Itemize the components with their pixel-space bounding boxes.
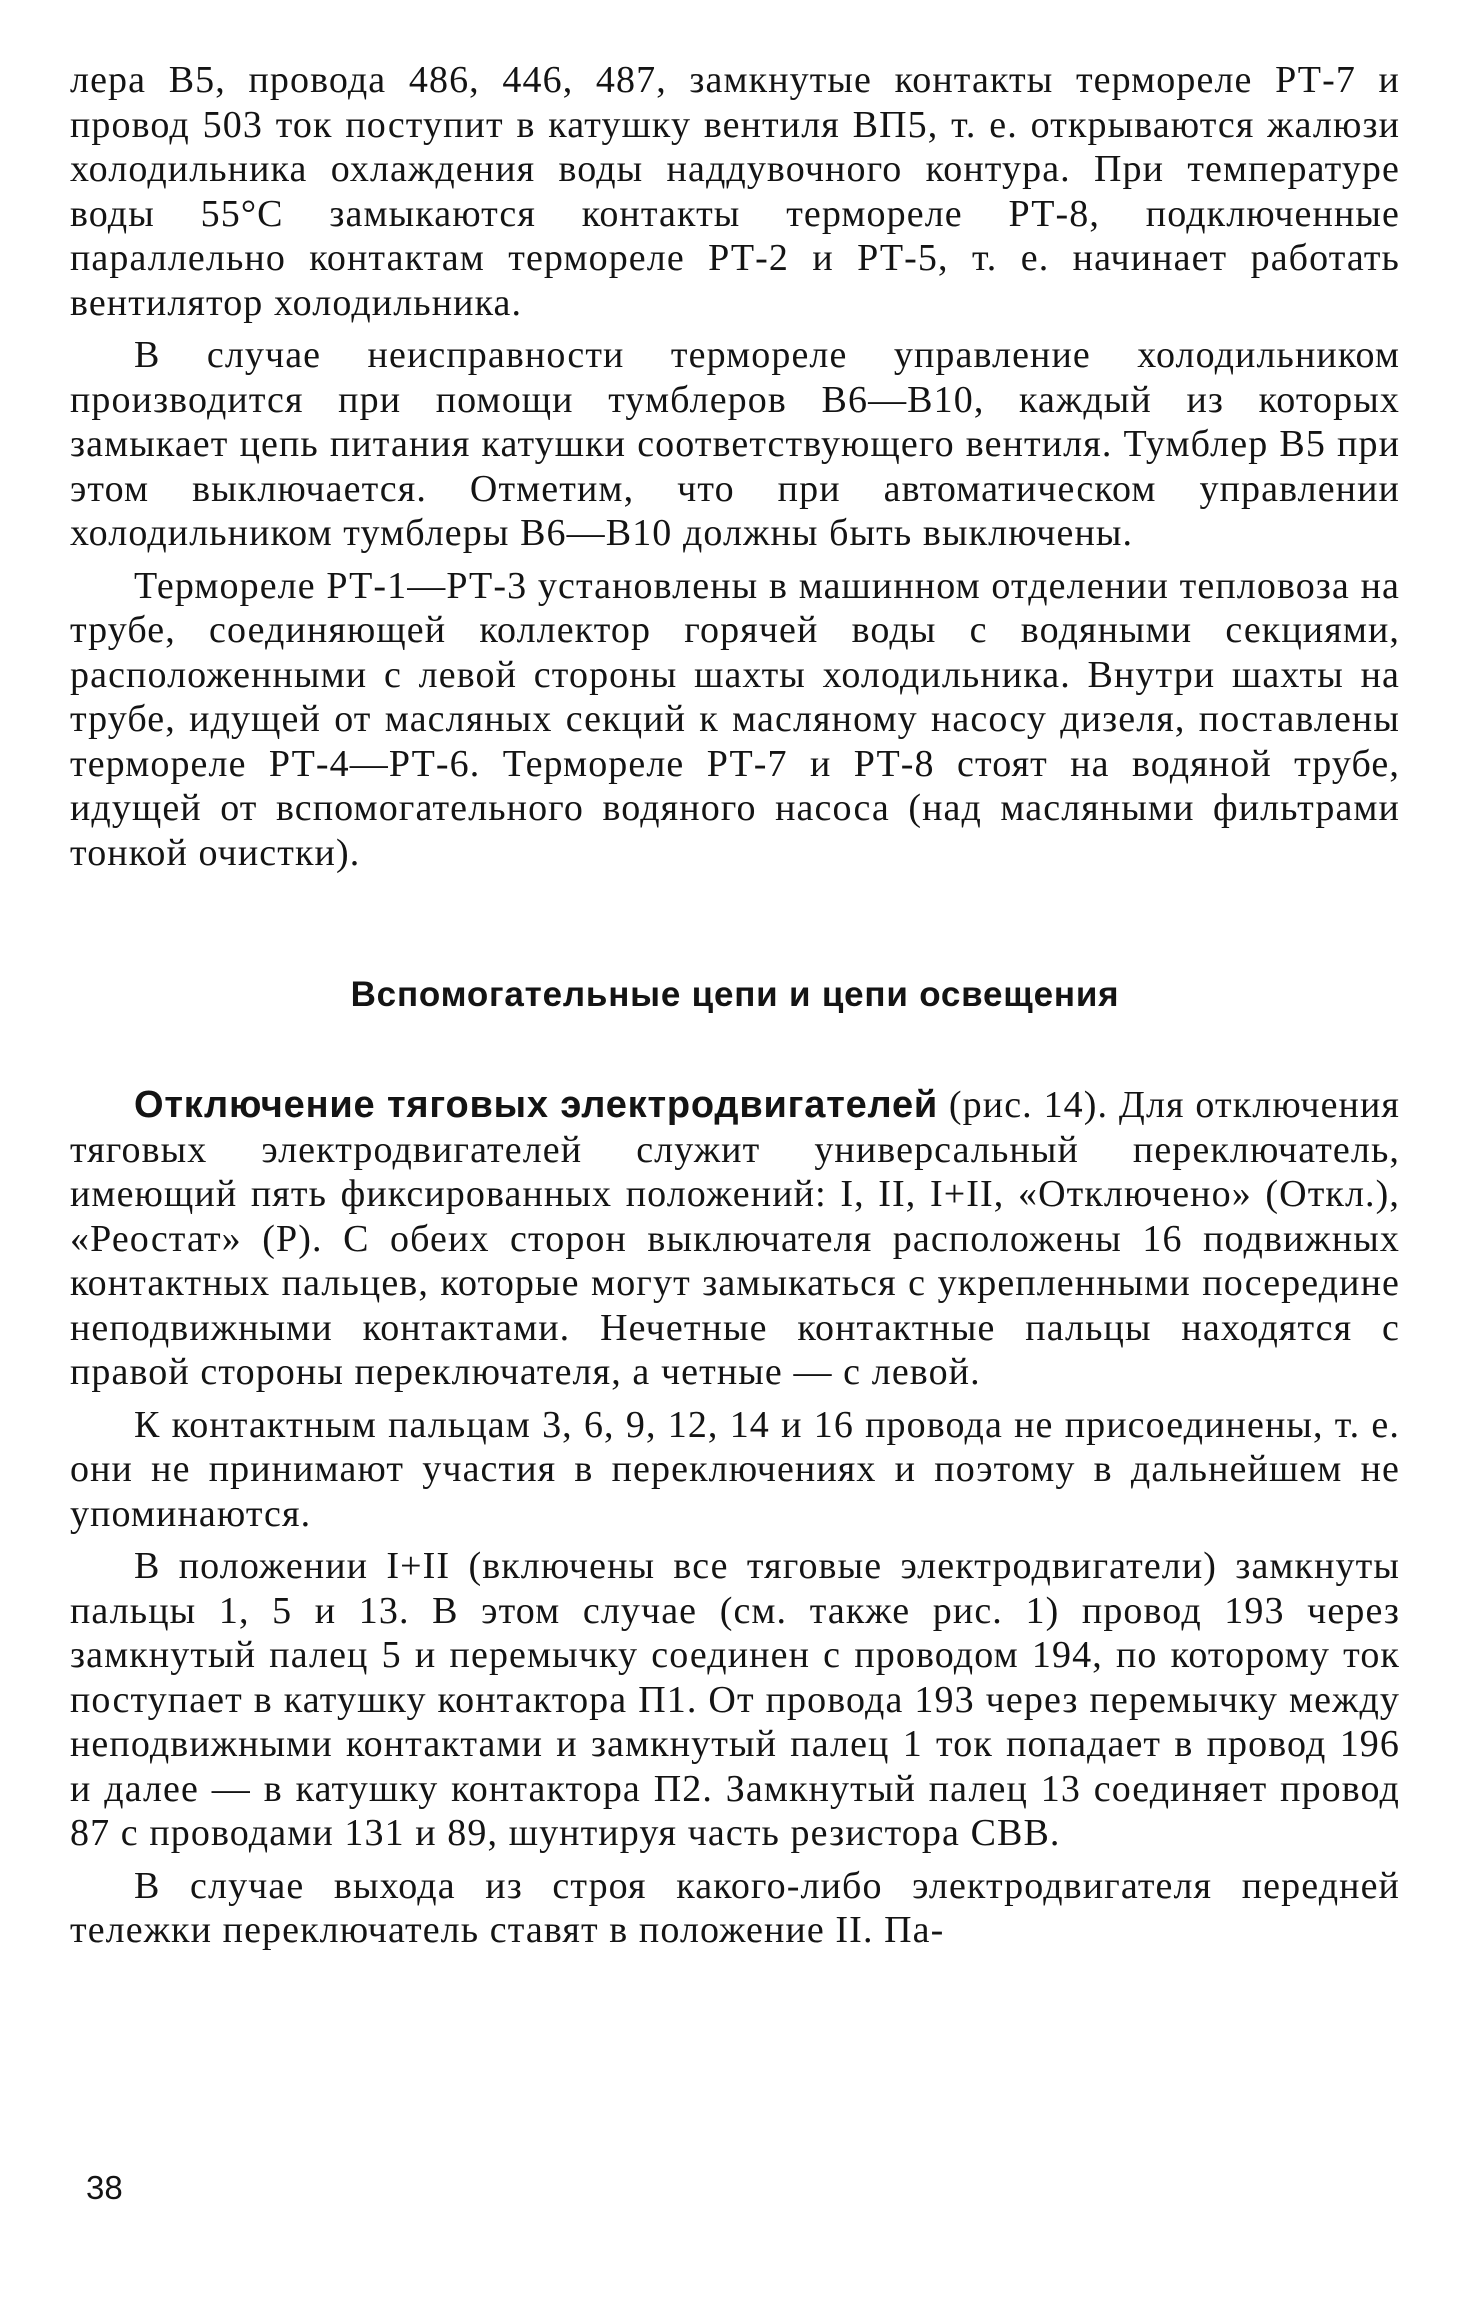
- paragraph-unused-fingers: К контактным пальцам 3, 6, 9, 12, 14 и 16 провода не присоединены, т. е. они не принимают участия в переключениях и поэтому в дальнейшем не упоминаются.: [70, 1403, 1400, 1535]
- section-spacer: [70, 875, 1400, 973]
- paragraph-fault-toggles: В случае неисправности термореле управление холодильником производится при помощи тумблеров В6—В10, каждый из которых замыкает цепь питания катушки соответствующего вентиля. Тумблер В5 при этом выключается. Отметим, что при автоматическом управлении холодильником тумблеры В6—В10 должны быть выключены.: [70, 334, 1400, 554]
- paragraph-continued-thermorelay: лера В5, провода 486, 446, 487, замкнутые контакты термореле РТ-7 и провод 503 ток поступит в катушку вентиля ВП5, т. е. открываются жалюзи холодильника охлаждения воды наддувочного контура. При температуре воды 55°С замыкаются контакты термореле РТ-8, подключенные параллельно контактам термореле РТ-2 и РТ-5, т. е. начинает работать вентилятор холодильника.: [70, 59, 1400, 324]
- section-spacer: [70, 1017, 1400, 1083]
- paragraph-thermorelay-locations: Термореле РТ-1—РТ-3 установлены в машинном отделении тепловоза на трубе, соединяющей коллектор горячей воды с водяными секциями, расположенными с левой стороны шахты холодильника. Внутри шахты на трубе, идущей от масляных секций к масляному насосу дизеля, поставлены термореле РТ-4—РТ-6. Термореле РТ-7 и РТ-8 стоят на водяной трубе, идущей от вспомогательного водяного насоса (над масляными фильтрами тонкой очистки).: [70, 564, 1400, 874]
- paragraph-motor-disconnect-text: (рис. 14). Для отключения тяговых электродвигателей служит универсальный переключатель, имеющий пять фиксированных положений: I, II, I+II, «Отключено» (Откл.), «Реостат» (Р). С обеих сторон выключателя расположены 16 подвижных контактных пальцев, которые могут замыкаться с укрепленными посередине неподвижными контактами. Нечетные контактные пальцы находятся с правой стороны переключателя, а четные — с левой.: [70, 1084, 1400, 1393]
- paragraph-spacer: [70, 1536, 1400, 1544]
- paragraph-motor-disconnect: [70, 1083, 1400, 1395]
- paragraph-position-i-ii: В положении I+II (включены все тяговые электродвигатели) замкнуты пальцы 1, 5 и 13. В этом случае (см. также рис. 1) провод 193 через замкнутый палец 5 и перемычку соединен с проводом 194, по которому ток поступает в катушку контактора П1. От провода 193 через перемычку между неподвижными контактами и замкнутый палец 1 ток попадает в провод 196 и далее — в катушку контактора П2. Замкнутый палец 13 соединяет провод 87 с проводами 131 и 89, шунтируя часть резистора СВВ.: [70, 1545, 1400, 1854]
- paragraph-spacer: [70, 556, 1400, 564]
- page-body: [70, 58, 1400, 1953]
- page-number: 38: [86, 2169, 123, 2206]
- section-heading: Вспомогательные цепи и цепи освещения: [350, 975, 1120, 1014]
- runin-heading: Отключение тяговых электродвигателей: [134, 1084, 939, 1126]
- paragraph-front-bogie-failure: В случае выхода из строя какого-либо электродвигателя передней тележки переключатель ставят в положение II. Па-: [70, 1864, 1400, 1951]
- paragraph-spacer: [70, 325, 1400, 333]
- paragraph-spacer: [70, 1395, 1400, 1403]
- paragraph-spacer: [70, 1856, 1400, 1864]
